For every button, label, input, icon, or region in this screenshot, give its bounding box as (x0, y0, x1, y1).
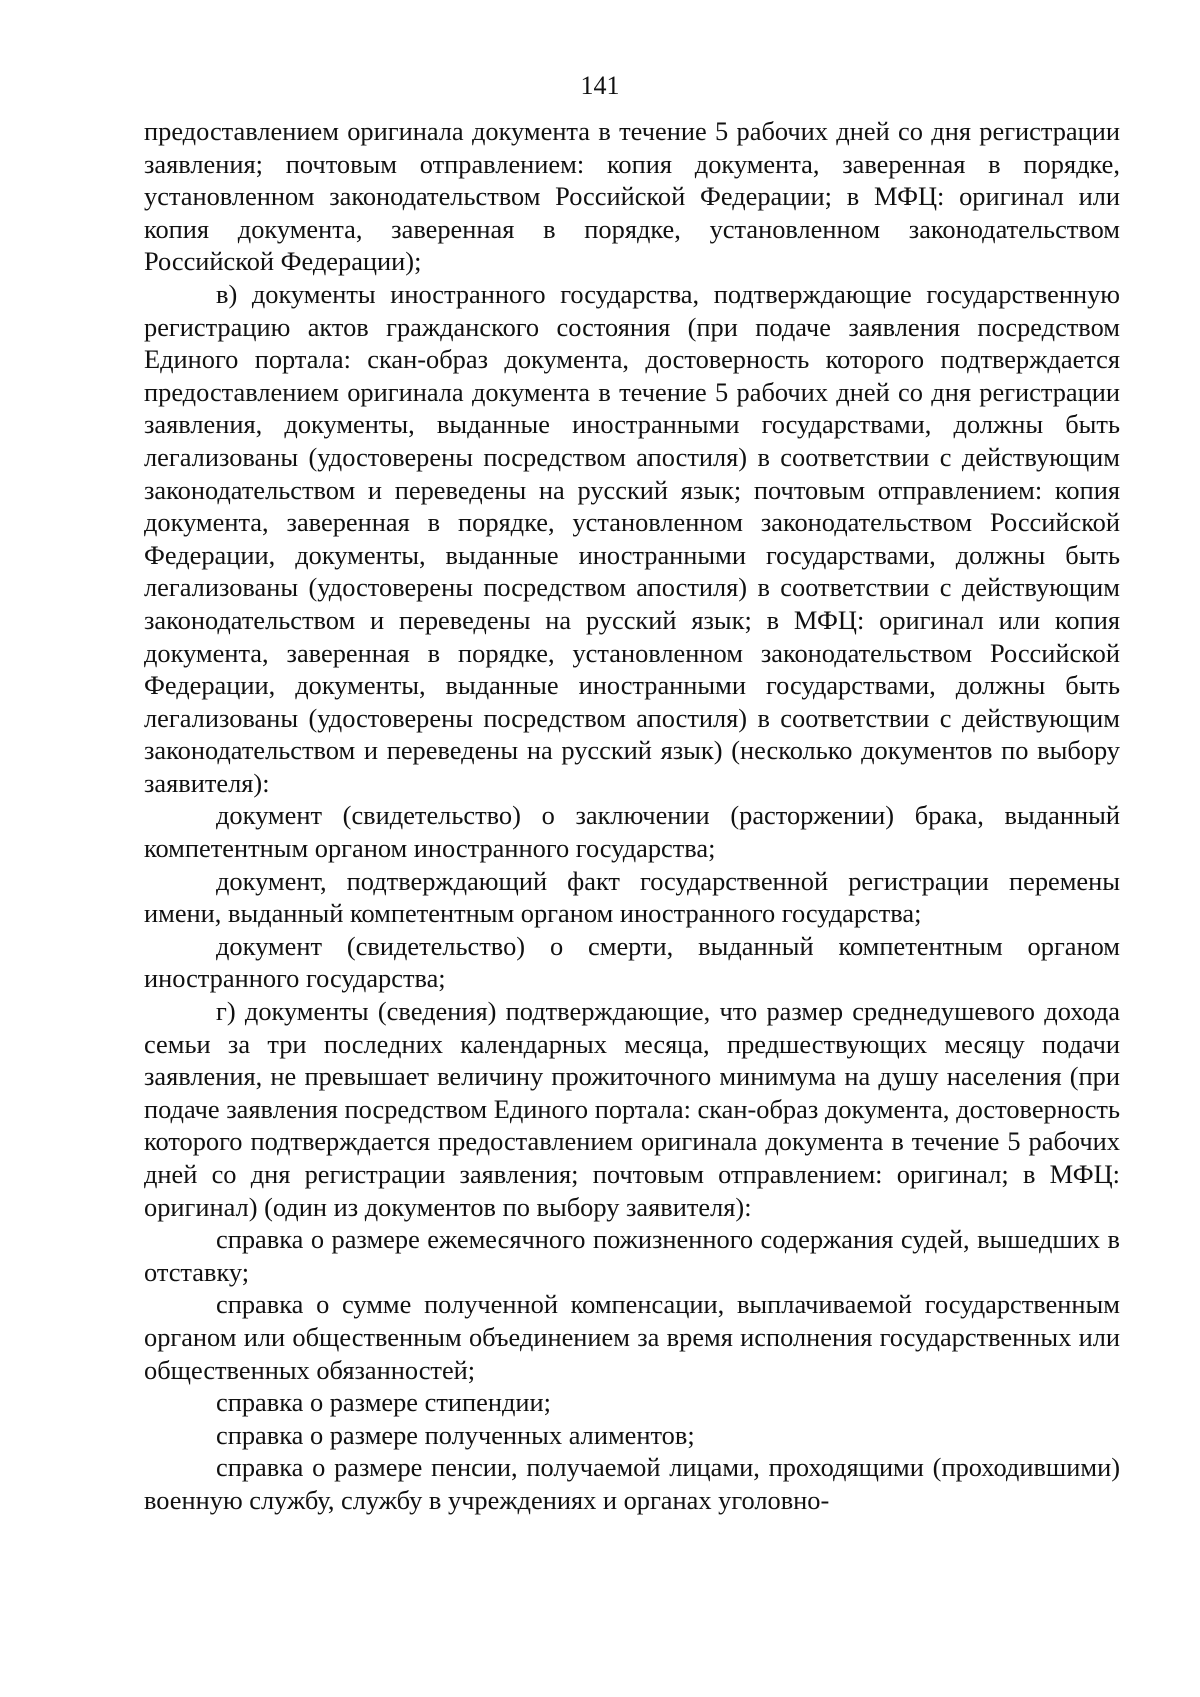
paragraph-compensation: справка о сумме полученной компенсации, выплачиваемой государственным органом или общественным объединением за время исполнения государственных или общественных обязанностей; (144, 1289, 1120, 1385)
paragraph-name-change-document: документ, подтверждающий факт государственной регистрации перемены имени, выданный компетентным органом иностранного государства; (144, 865, 1120, 929)
paragraph-judges-allowance: справка о размере ежемесячного пожизненного содержания судей, вышедших в отставку; (144, 1224, 1120, 1287)
paragraph-death-document: документ (свидетельство) о смерти, выданный компетентным органом иностранного государства; (144, 930, 1120, 994)
paragraph-item-g: г) документы (сведения) подтверждающие, что размер среднедушевого дохода семьи за три последних календарных месяца, предшествующих месяцу подачи заявления, не превышает величину прожиточного минимума на душу населения (при подаче заявления посредством Единого портала: скан-образ документа, достоверность которого подтверждается предоставлением оригинала документа в течение 5 рабочих дней со дня регистрации заявления; почтовым отправлением: оригинал; в МФЦ: оригинал) (один из документов по выбору заявителя): (144, 996, 1120, 1222)
paragraph-stipend: справка о размере стипендии; (216, 1387, 551, 1418)
page-number: 141 (580, 71, 620, 100)
paragraph-alimony: справка о размере полученных алиментов; (216, 1419, 695, 1450)
paragraph-pension: справка о размере пенсии, получаемой лицами, проходящими (проходившими) военную службу, службу в учреждениях и органах уголовно- (144, 1452, 1120, 1515)
paragraph-item-v: в) документы иностранного государства, подтверждающие государственную регистрацию актов гражданского состояния (при подаче заявления посредством Единого портала: скан-образ документа, достоверность которого подтверждается предоставлением оригинала документа в течение 5 рабочих дней со дня регистрации заявления, документы, выданные иностранными государствами, должны быть легализованы (удостоверены посредством апостиля) в соответствии с действующим законодательством и переведены на русский язык; почтовым отправлением: копия документа, заверенная в порядке, установленном законодательством Российской Федерации, документы, выданные иностранными государствами, должны быть легализованы (удостоверены посредством апостиля) в соответствии с действующим законодательством и переведены на русский язык; в МФЦ: оригинал или копия документа, заверенная в порядке, установленном законодательством Российской Федерации, документы, выданные иностранными государствами, должны быть легализованы (удостоверены посредством апостиля) в соответствии с действующим законодательством и переведены на русский язык) (несколько документов по выбору заявителя): (144, 278, 1120, 798)
paragraph-continuation: предоставлением оригинала документа в течение 5 рабочих дней со дня регистрации заявления; почтовым отправлением: копия документа, заверенная в порядке, установленном законодательством Российской Федерации; в МФЦ: оригинал или копия документа, заверенная в порядке, установленном законодательством Российской Федерации); (144, 116, 1120, 277)
paragraph-marriage-document: документ (свидетельство) о заключении (расторжении) брака, выданный компетентным органом иностранного государства; (144, 800, 1120, 864)
document-body (144, 115, 1120, 1517)
